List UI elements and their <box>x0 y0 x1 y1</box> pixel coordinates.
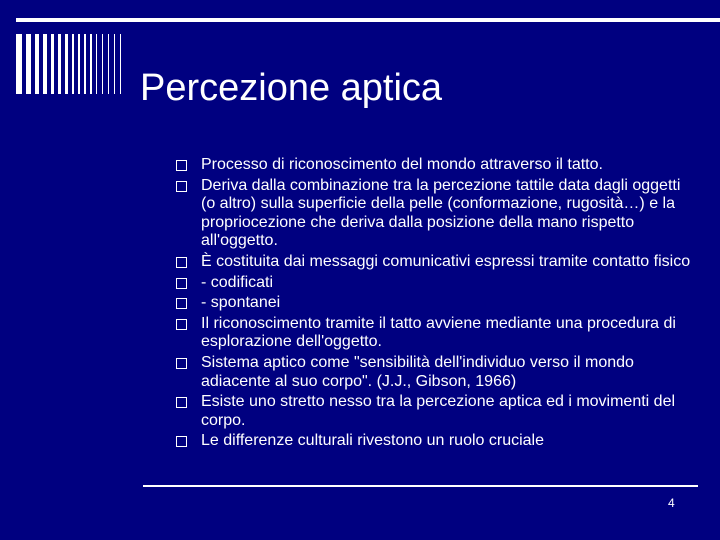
bullet-text: Deriva dalla combinazione tra la percezione tattile data dagli oggetti (o altro) sulla superficie della pelle (conformazione, rugosità…) e la propriocezione che deriva dalla posizione della mano rispetto all'oggetto. <box>201 176 681 250</box>
stripe <box>51 34 54 94</box>
bullet-item <box>176 315 696 352</box>
hollow-square-bullet-icon <box>176 358 187 369</box>
bullet-text: Sistema aptico come "sensibilità dell'individuo verso il mondo adiacente al suo corpo". (J.J., Gibson, 1966) <box>201 353 634 390</box>
decorative-stripes <box>16 34 136 94</box>
stripe <box>78 34 80 94</box>
stripe <box>108 34 109 94</box>
bullet-text: Esiste uno stretto nesso tra la percezione aptica ed i movimenti del corpo. <box>201 393 676 429</box>
bullet-text: Il riconoscimento tramite il tatto avviene mediante una procedura di esplorazione dell'oggetto. <box>201 314 676 351</box>
bullet-text: - codificati <box>201 273 274 291</box>
footer-rule <box>143 485 698 487</box>
bullet-list <box>176 156 696 453</box>
stripe <box>35 34 39 94</box>
stripe <box>72 34 74 94</box>
hollow-square-bullet-icon <box>176 257 187 268</box>
stripe <box>114 34 115 94</box>
title-rule <box>16 18 720 22</box>
hollow-square-bullet-icon <box>176 298 187 309</box>
hollow-square-bullet-icon <box>176 278 187 289</box>
hollow-square-bullet-icon <box>176 397 187 408</box>
stripe <box>120 34 121 94</box>
stripe <box>26 34 31 94</box>
bullet-text: - spontanei <box>201 294 281 312</box>
bullet-item <box>176 274 696 293</box>
hollow-square-bullet-icon <box>176 160 187 171</box>
bullet-item <box>176 177 696 251</box>
stripe <box>90 34 92 94</box>
hollow-square-bullet-icon <box>176 436 187 447</box>
hollow-square-bullet-icon <box>176 319 187 330</box>
stripe <box>84 34 86 94</box>
bullet-item <box>176 294 696 313</box>
bullet-item <box>176 432 696 451</box>
bullet-item <box>176 393 696 430</box>
bullet-item <box>176 354 696 391</box>
stripe <box>65 34 68 94</box>
bullet-text: È costituita dai messaggi comunicativi espressi tramite contatto fisico <box>201 252 691 270</box>
stripe <box>102 34 103 94</box>
bullet-item <box>176 156 696 175</box>
stripe <box>58 34 61 94</box>
stripe <box>16 34 22 94</box>
slide-title: Percezione aptica <box>140 67 443 109</box>
bullet-text: Processo di riconoscimento del mondo attraverso il tatto. <box>201 156 603 173</box>
stripe <box>43 34 47 94</box>
hollow-square-bullet-icon <box>176 181 187 192</box>
stripe <box>96 34 97 94</box>
page-number: 4 <box>668 496 675 510</box>
bullet-item <box>176 253 696 272</box>
bullet-text: Le differenze culturali rivestono un ruolo cruciale <box>201 432 545 450</box>
